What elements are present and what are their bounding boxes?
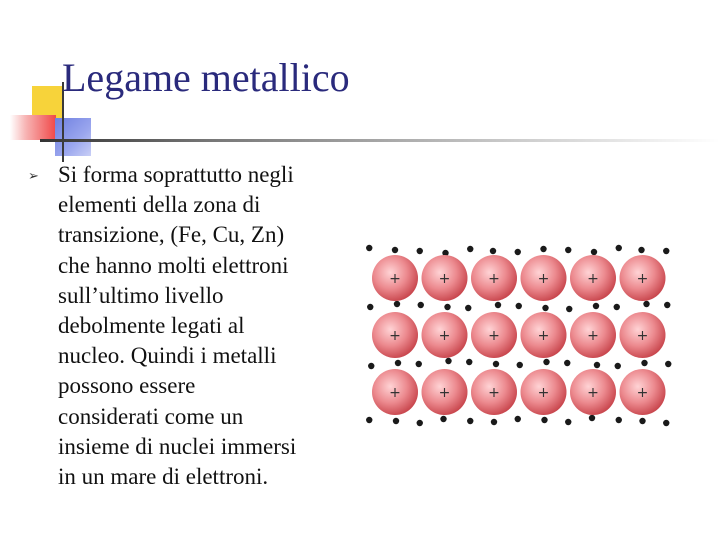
- free-electron: [565, 247, 571, 253]
- free-electron: [616, 417, 622, 423]
- body-text-line: transizione, (Fe, Cu, Zn): [58, 222, 285, 248]
- free-electron: [665, 361, 671, 367]
- arrow-bullet-icon: ➢: [28, 169, 39, 184]
- body-text-line: elementi della zona di: [58, 192, 261, 218]
- ion-charge-label: +: [488, 385, 500, 401]
- metal-ion: [521, 255, 567, 301]
- body-text-line: che hanno molti elettroni: [58, 252, 289, 278]
- free-electron: [366, 245, 372, 251]
- free-electron: [641, 360, 647, 366]
- ion-charge-label: +: [587, 271, 599, 287]
- body-text-line: in un mare di elettroni.: [58, 464, 269, 490]
- body-text-line: debolmente legati al: [58, 313, 245, 339]
- free-electron: [395, 360, 401, 366]
- free-electron: [541, 417, 547, 423]
- metal-ion: [422, 369, 468, 415]
- metal-lattice-illustration: [360, 238, 690, 438]
- free-electron: [516, 303, 522, 309]
- free-electron: [589, 415, 595, 421]
- body-text-line: considerati come un: [58, 403, 244, 429]
- free-electron: [445, 358, 451, 364]
- free-electron: [663, 420, 669, 426]
- slide-title: Legame metallico: [62, 55, 350, 100]
- free-electron: [616, 245, 622, 251]
- metal-ion: [372, 312, 418, 358]
- free-electron: [663, 248, 669, 254]
- free-electron: [515, 416, 521, 422]
- ion-charge-label: +: [488, 328, 500, 344]
- body-text-line: possono essere: [58, 373, 196, 399]
- metal-ion: [570, 369, 616, 415]
- metal-ion: [620, 312, 666, 358]
- free-electron: [491, 419, 497, 425]
- free-electron: [615, 363, 621, 369]
- free-electron: [368, 363, 374, 369]
- body-text-line: insieme di nuclei immersi: [58, 433, 297, 459]
- title-underline: [40, 139, 720, 142]
- free-electron: [515, 249, 521, 255]
- metal-ion: [471, 255, 517, 301]
- metal-ion: [372, 255, 418, 301]
- free-electron: [517, 362, 523, 368]
- free-electron: [466, 359, 472, 365]
- free-electron: [664, 302, 670, 308]
- metal-ion: [471, 369, 517, 415]
- free-electron: [417, 420, 423, 426]
- free-electron: [392, 247, 398, 253]
- metal-ion: [471, 312, 517, 358]
- free-electron: [493, 361, 499, 367]
- ion-charge-label: +: [438, 271, 451, 287]
- free-electron: [614, 304, 620, 310]
- slide-body-text: [58, 160, 358, 492]
- free-electron: [594, 362, 600, 368]
- ion-charge-label: +: [438, 385, 451, 401]
- ion-charge-label: +: [488, 271, 500, 287]
- free-electron: [540, 246, 546, 252]
- free-electron: [440, 416, 446, 422]
- metal-ion: [570, 255, 616, 301]
- metal-ion: [372, 369, 418, 415]
- free-electron: [418, 302, 424, 308]
- free-electron: [467, 246, 473, 252]
- metal-ion: [620, 369, 666, 415]
- free-electron: [593, 303, 599, 309]
- free-electron: [467, 418, 473, 424]
- metal-ion: [521, 369, 567, 415]
- ion-charge-label: +: [389, 271, 401, 287]
- free-electron: [639, 418, 645, 424]
- ion-charge-label: +: [636, 328, 649, 344]
- ion-charge-label: +: [389, 328, 401, 344]
- free-electron: [444, 304, 450, 310]
- free-electron: [565, 419, 571, 425]
- ion-charge-label: +: [389, 385, 401, 401]
- body-text-line: nucleo. Quindi i metalli: [58, 343, 277, 369]
- ion-charge-label: +: [537, 271, 550, 287]
- body-text-line: Si forma soprattutto negli: [58, 162, 294, 187]
- decorative-red-bar: [10, 115, 56, 140]
- free-electron: [566, 306, 572, 312]
- metal-ion: [620, 255, 666, 301]
- decorative-blue-square: [55, 118, 91, 156]
- free-electron: [465, 305, 471, 311]
- free-electron: [367, 304, 373, 310]
- metal-ion: [521, 312, 567, 358]
- free-electron: [495, 302, 501, 308]
- ion-charge-label: +: [636, 385, 649, 401]
- ion-charge-label: +: [537, 328, 550, 344]
- ion-charge-label: +: [636, 271, 649, 287]
- free-electron: [591, 249, 597, 255]
- free-electron: [543, 359, 549, 365]
- metal-ion: [422, 312, 468, 358]
- free-electron: [564, 360, 570, 366]
- free-electron: [490, 248, 496, 254]
- free-electron: [393, 418, 399, 424]
- free-electron: [366, 417, 372, 423]
- ion-charge-label: +: [537, 385, 550, 401]
- ion-charge-label: +: [587, 385, 599, 401]
- ion-charge-label: +: [438, 328, 451, 344]
- metal-ion: [422, 255, 468, 301]
- free-electron: [638, 247, 644, 253]
- free-electron: [643, 301, 649, 307]
- free-electron: [417, 248, 423, 254]
- ion-charge-label: +: [587, 328, 599, 344]
- free-electron: [416, 361, 422, 367]
- body-text-line: sull’ultimo livello: [58, 282, 224, 308]
- free-electron: [542, 305, 548, 311]
- free-electron: [394, 301, 400, 307]
- metal-ion: [570, 312, 616, 358]
